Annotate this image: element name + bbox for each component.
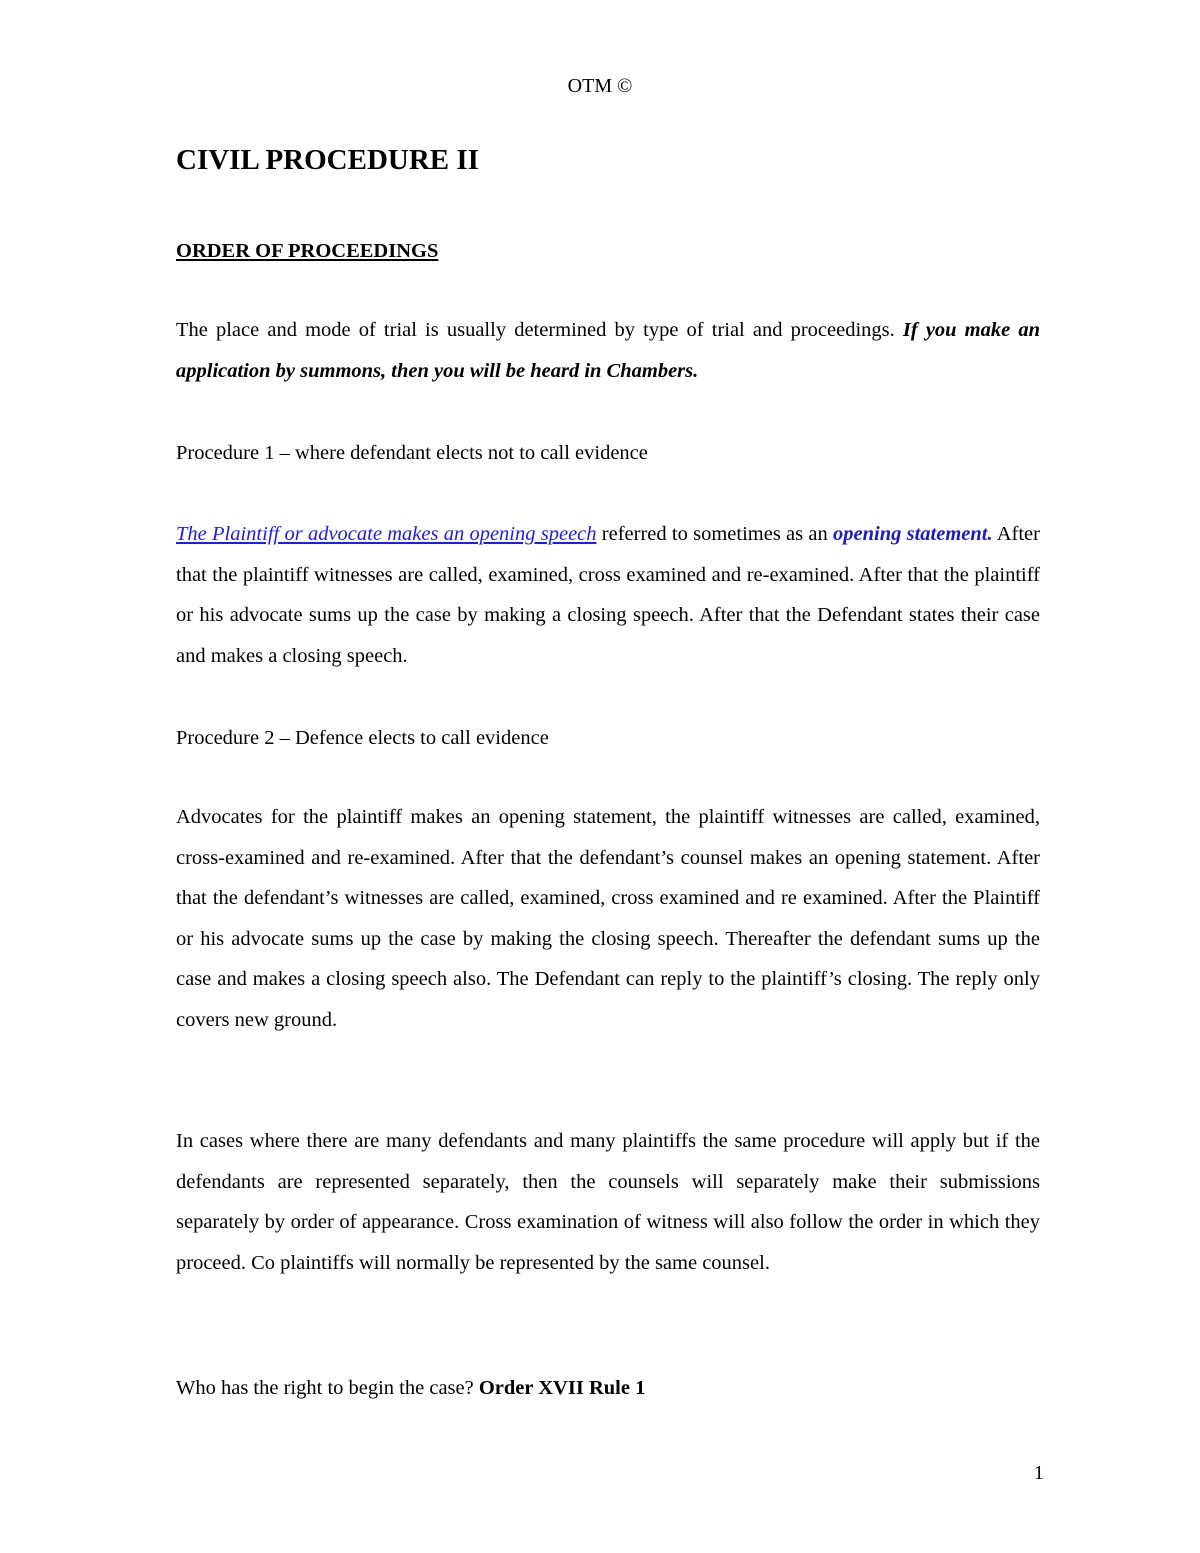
order-reference: Order XVII Rule 1 bbox=[478, 1377, 646, 1399]
procedure-1-paragraph bbox=[176, 514, 1040, 676]
procedure-1-rest: After that the plaintiff witnesses are called, examined, cross examined and re-examined. After that the plaintiff or his advocate sums up the case by making a closing speech. After that the Defendant states their case and makes a closing speech. bbox=[176, 523, 1040, 667]
intro-emphasis: If you make an application by summons, then you will be heard in Chambers. bbox=[176, 319, 1040, 382]
procedure-2-paragraph: Advocates for the plaintiff makes an opening statement, the plaintiff witnesses are called, examined, cross-examined and re-examined. After that the defendant’s counsel makes an opening statement. After that the defendant’s witnesses are called, examined, cross examined and re examined. After the Plaintiff or his advocate sums up the case by making the closing speech. Thereafter the defendant sums up the case and makes a closing speech also. The Defendant can reply to the plaintiff’s closing. The reply only covers new ground. bbox=[176, 806, 1040, 1031]
page-number: 1 bbox=[1033, 1462, 1044, 1484]
opening-speech-link[interactable]: The Plaintiff or advocate makes an opening speech bbox=[176, 523, 597, 545]
section-heading: ORDER OF PROCEEDINGS bbox=[176, 240, 439, 262]
multiple-parties-paragraph: In cases where there are many defendants and many plaintiffs the same procedure will apply but if the defendants are represented separately, then the counsels will separately make their submissions separately by order of appearance. Cross examination of witness will also follow the order in which they proceed. Co plaintiffs will normally be represented by the same counsel. bbox=[176, 1130, 1040, 1274]
procedure-1-heading: Procedure 1 – where defendant elects not to call evidence bbox=[176, 442, 648, 464]
opening-statement-emphasis: opening statement. bbox=[833, 523, 993, 545]
procedure-2-heading: Procedure 2 – Defence elects to call evidence bbox=[176, 727, 549, 749]
question-paragraph bbox=[176, 1373, 1040, 1403]
procedure-1-middle: referred to sometimes as an bbox=[596, 523, 833, 545]
intro-text: The place and mode of trial is usually determined by type of trial and proceedings. bbox=[176, 319, 903, 341]
page-header: OTM © bbox=[567, 75, 633, 97]
intro-paragraph bbox=[176, 310, 1040, 391]
document-title: CIVIL PROCEDURE II bbox=[176, 144, 479, 176]
question-text: Who has the right to begin the case? bbox=[176, 1377, 479, 1399]
